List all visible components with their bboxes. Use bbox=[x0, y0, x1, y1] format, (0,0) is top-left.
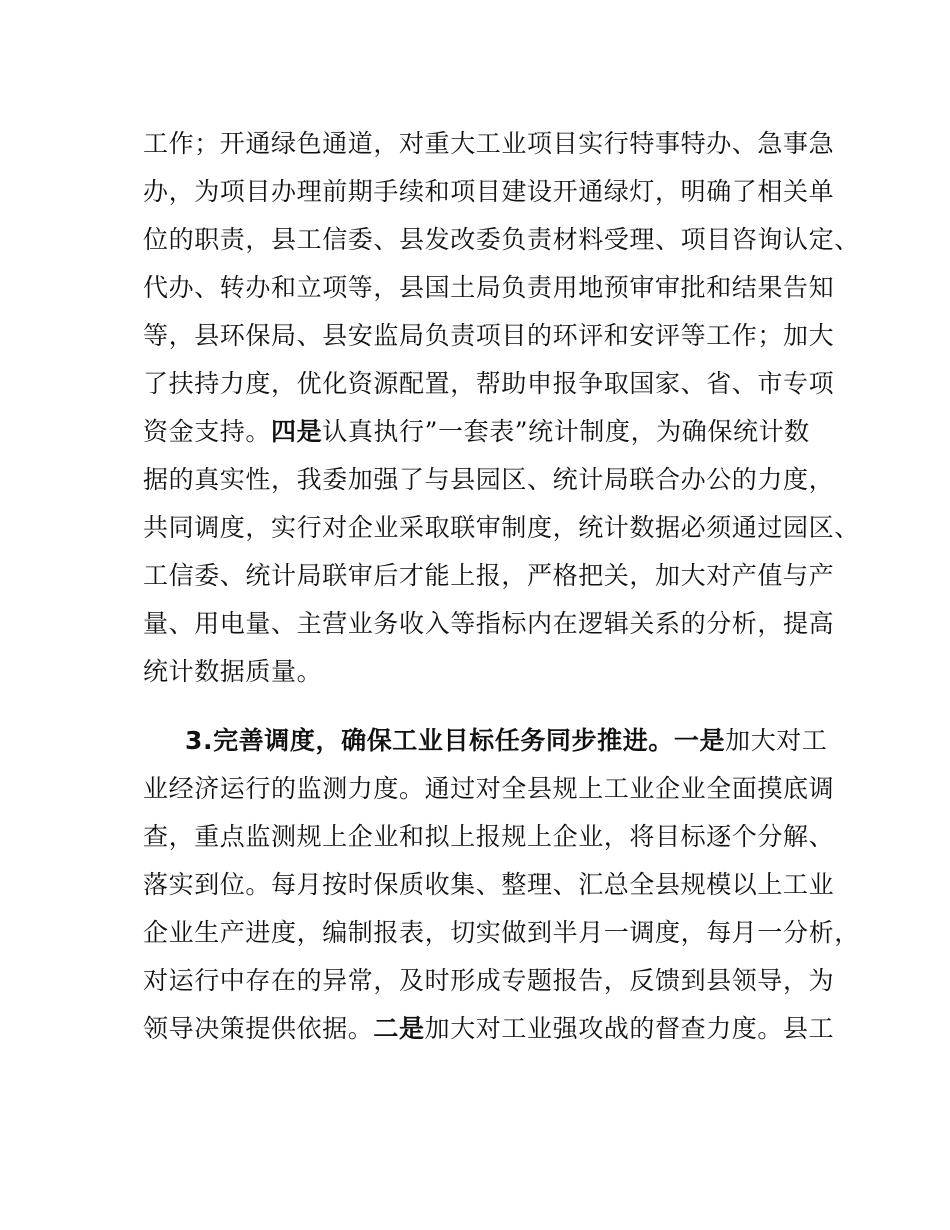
text-line: 共同调度，实行对企业采取联审制度，统计数据必须通过园区、 bbox=[143, 513, 860, 542]
text-line: 办，为项目办理前期手续和项目建设开通绿灯，明确了相关单 bbox=[143, 177, 835, 206]
bold-marker: 二是 bbox=[373, 1014, 425, 1043]
text-line: 业经济运行的监测力度。通过对全县规上工业企业全面摸底调 bbox=[143, 774, 835, 803]
text-line: 查，重点监测规上企业和拟上报规上企业，将目标逐个分解、 bbox=[143, 822, 835, 851]
bold-marker: 四是 bbox=[271, 417, 323, 446]
text-line: 了扶持力度，优化资源配置，帮助申报争取国家、省、市专项 bbox=[143, 369, 835, 398]
text-line bbox=[143, 1012, 834, 1046]
text-segment: 加大对工 bbox=[725, 726, 828, 755]
text-line: 工信委、统计局联审后才能上报，严格把关，加大对产值与产 bbox=[143, 561, 835, 590]
text-line: 工作；开通绿色通道，对重大工业项目实行特事特办、急事急 bbox=[143, 129, 835, 158]
text-line bbox=[143, 415, 810, 449]
section-heading: 3.完善调度，确保工业目标任务同步推进。一是 bbox=[185, 726, 726, 755]
text-line: 量、用电量、主营业务收入等指标内在逻辑关系的分析，提高 bbox=[143, 609, 835, 638]
text-line: 落实到位。每月按时保质收集、整理、汇总全县规模以上工业 bbox=[143, 870, 835, 899]
text-line: 等，县环保局、县安监局负责项目的环评和安评等工作；加大 bbox=[143, 321, 835, 350]
text-line: 对运行中存在的异常，及时形成专题报告，反馈到县领导，为 bbox=[143, 966, 835, 995]
text-line: 位的职责，县工信委、县发改委负责材料受理、项目咨询认定、 bbox=[143, 225, 860, 254]
text-segment: 认真执行”一套表”统计制度，为确保统计数 bbox=[322, 417, 810, 446]
text-segment: 资金支持。 bbox=[143, 417, 272, 446]
text-line: 据的真实性，我委加强了与县园区、统计局联合办公的力度， bbox=[143, 465, 835, 494]
text-segment: 领导决策提供依据。 bbox=[143, 1014, 374, 1043]
text-line: 企业生产进度，编制报表，切实做到半月一调度，每月一分析， bbox=[143, 918, 860, 947]
text-line: 统计数据质量。 bbox=[143, 657, 323, 686]
text-line: 代办、转办和立项等，县国土局负责用地预审审批和结果告知 bbox=[143, 273, 835, 302]
section-heading-line bbox=[185, 724, 828, 758]
text-segment: 加大对工业强攻战的督查力度。县工 bbox=[424, 1014, 835, 1043]
